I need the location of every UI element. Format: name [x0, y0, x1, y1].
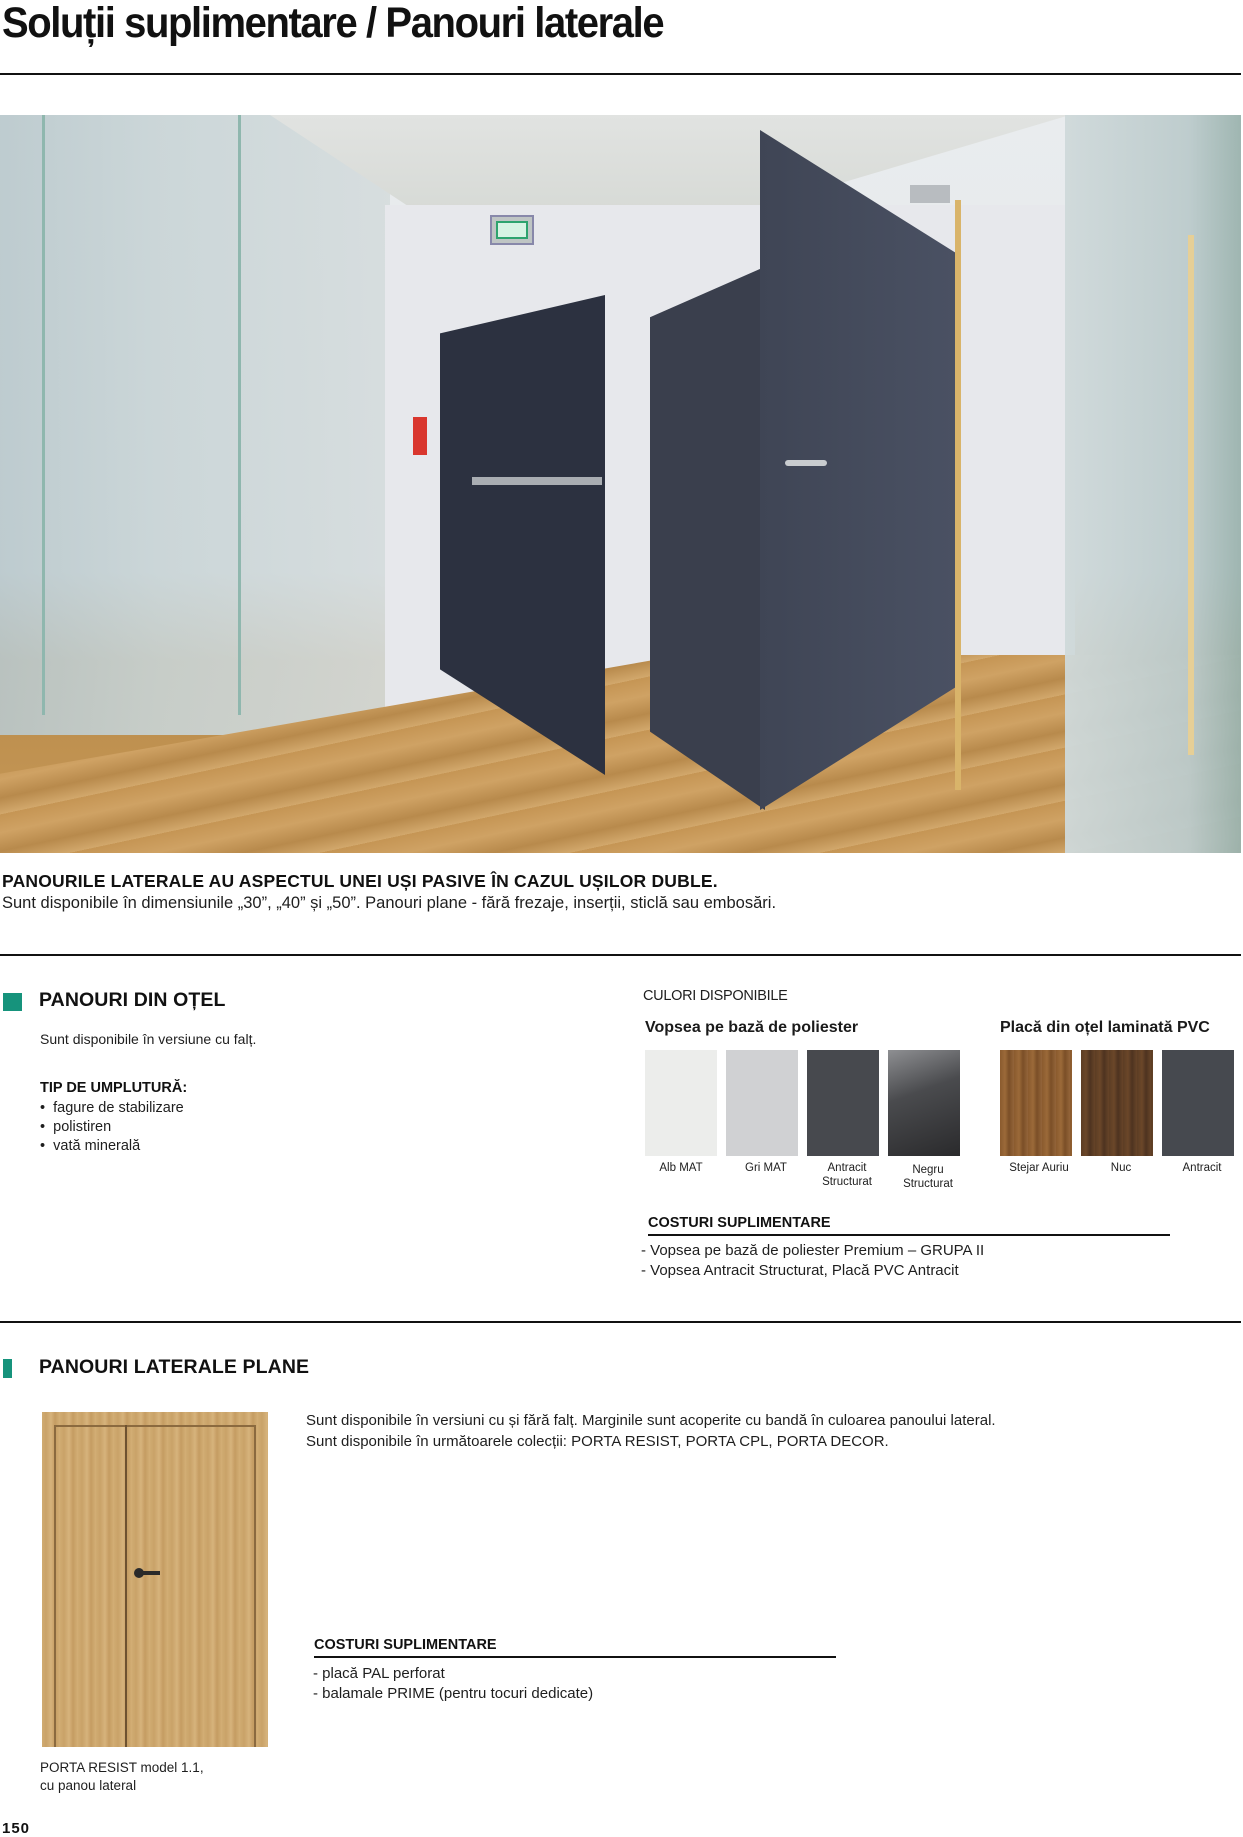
list-item: - Vopsea pe bază de poliester Premium – GRUPA II	[641, 1242, 985, 1259]
intro-text: Sunt disponibile în dimensiunile „30”, „40” și „50”. Panouri plane - fără frezaje, inserții, sticlă sau embosări.	[2, 894, 777, 912]
colors-available-label: CULORI DISPONIBILE	[643, 988, 788, 1004]
passive-door-leaf	[650, 250, 765, 810]
glass-frame-strip	[1188, 235, 1194, 755]
extra-costs-list	[641, 1241, 984, 1281]
door-handle-icon	[785, 460, 827, 466]
swatch-label: Alb MAT	[659, 1162, 703, 1174]
panel-split-line	[125, 1425, 127, 1747]
extra-costs-underline	[648, 1234, 1170, 1236]
swatch-label: Gri MAT	[745, 1162, 787, 1174]
list-item: - balamale PRIME (pentru tocuri dedicate)	[313, 1685, 594, 1702]
swatch-alb-mat	[645, 1050, 717, 1156]
swatch-label: Nuc	[1110, 1162, 1132, 1174]
paint-group-title: Vopsea pe bază de poliester	[645, 1019, 859, 1036]
page-number: 150	[2, 1820, 31, 1837]
hero-photo	[0, 115, 1241, 853]
list-item: - placă PAL perforat	[313, 1665, 445, 1682]
section-divider	[0, 954, 1241, 956]
image-caption: PORTA RESIST model 1.1, cu panou lateral	[40, 1760, 204, 1793]
exit-sign-icon	[490, 215, 534, 245]
steel-panels-title: PANOURI DIN OȚEL	[39, 989, 226, 1011]
door-product-image	[42, 1412, 268, 1747]
extra-costs-underline	[314, 1656, 836, 1658]
flat-panels-description: Sunt disponibile în versiuni cu și fără falț. Marginile sunt acoperite cu bandă în culoarea panoului lateral. Sunt disponibile în următoarele colecții: PORTA RESIST, PORTA CPL, PORTA DECOR.	[306, 1412, 996, 1450]
fill-type-list	[40, 1099, 184, 1156]
fire-alarm-sign-icon	[413, 417, 427, 455]
flat-panels-title: PANOURI LATERALE PLANE	[39, 1356, 310, 1378]
door-jamb	[955, 200, 961, 790]
swatch-nuc	[1081, 1050, 1153, 1156]
page-title: Soluții suplimentare / Panouri laterale	[2, 0, 664, 47]
pvc-group-title: Placă din oțel laminată PVC	[1000, 1019, 1210, 1036]
list-item: • vată minerală	[40, 1138, 141, 1154]
panic-bar	[472, 477, 602, 485]
glass-partition-left	[0, 115, 390, 735]
swatch-label: Negru Structurat	[903, 1164, 953, 1190]
section-marker-icon	[3, 1359, 12, 1378]
section-divider	[0, 1321, 1241, 1323]
extra-costs-title: COSTURI SUPLIMENTARE	[648, 1215, 831, 1231]
intro-headline: PANOURILE LATERALE AU ASPECTUL UNEI UȘI PASIVE ÎN CAZUL UȘILOR DUBLE.	[2, 871, 718, 891]
swatch-label: Stejar Auriu	[1009, 1162, 1069, 1174]
swatch-label: Antracit	[1182, 1162, 1222, 1174]
glass-edge	[42, 115, 45, 715]
swatch-label: Antracit Structurat	[822, 1162, 872, 1188]
extra-costs-title: COSTURI SUPLIMENTARE	[314, 1637, 497, 1653]
fill-type-title: TIP DE UMPLUTURĂ:	[40, 1080, 188, 1096]
list-item: • fagure de stabilizare	[40, 1100, 184, 1116]
ceiling	[270, 115, 1070, 210]
glass-partition-right	[1065, 115, 1241, 853]
extra-costs-list	[313, 1664, 593, 1704]
glass-edge	[238, 115, 241, 715]
list-item: - Vopsea Antracit Structurat, Placă PVC Antracit	[641, 1262, 959, 1279]
title-divider	[0, 73, 1241, 75]
swatch-negru-structurat	[888, 1050, 960, 1156]
list-item: • polistiren	[40, 1119, 112, 1135]
section-marker-icon	[3, 993, 22, 1011]
door-closer	[910, 185, 950, 203]
swatch-gri-mat	[726, 1050, 798, 1156]
steel-panels-note: Sunt disponibile în versiune cu falț.	[40, 1031, 257, 1047]
swatch-antracit	[1162, 1050, 1234, 1156]
swatch-stejar-auriu	[1000, 1050, 1072, 1156]
swatch-antracit-structurat	[807, 1050, 879, 1156]
